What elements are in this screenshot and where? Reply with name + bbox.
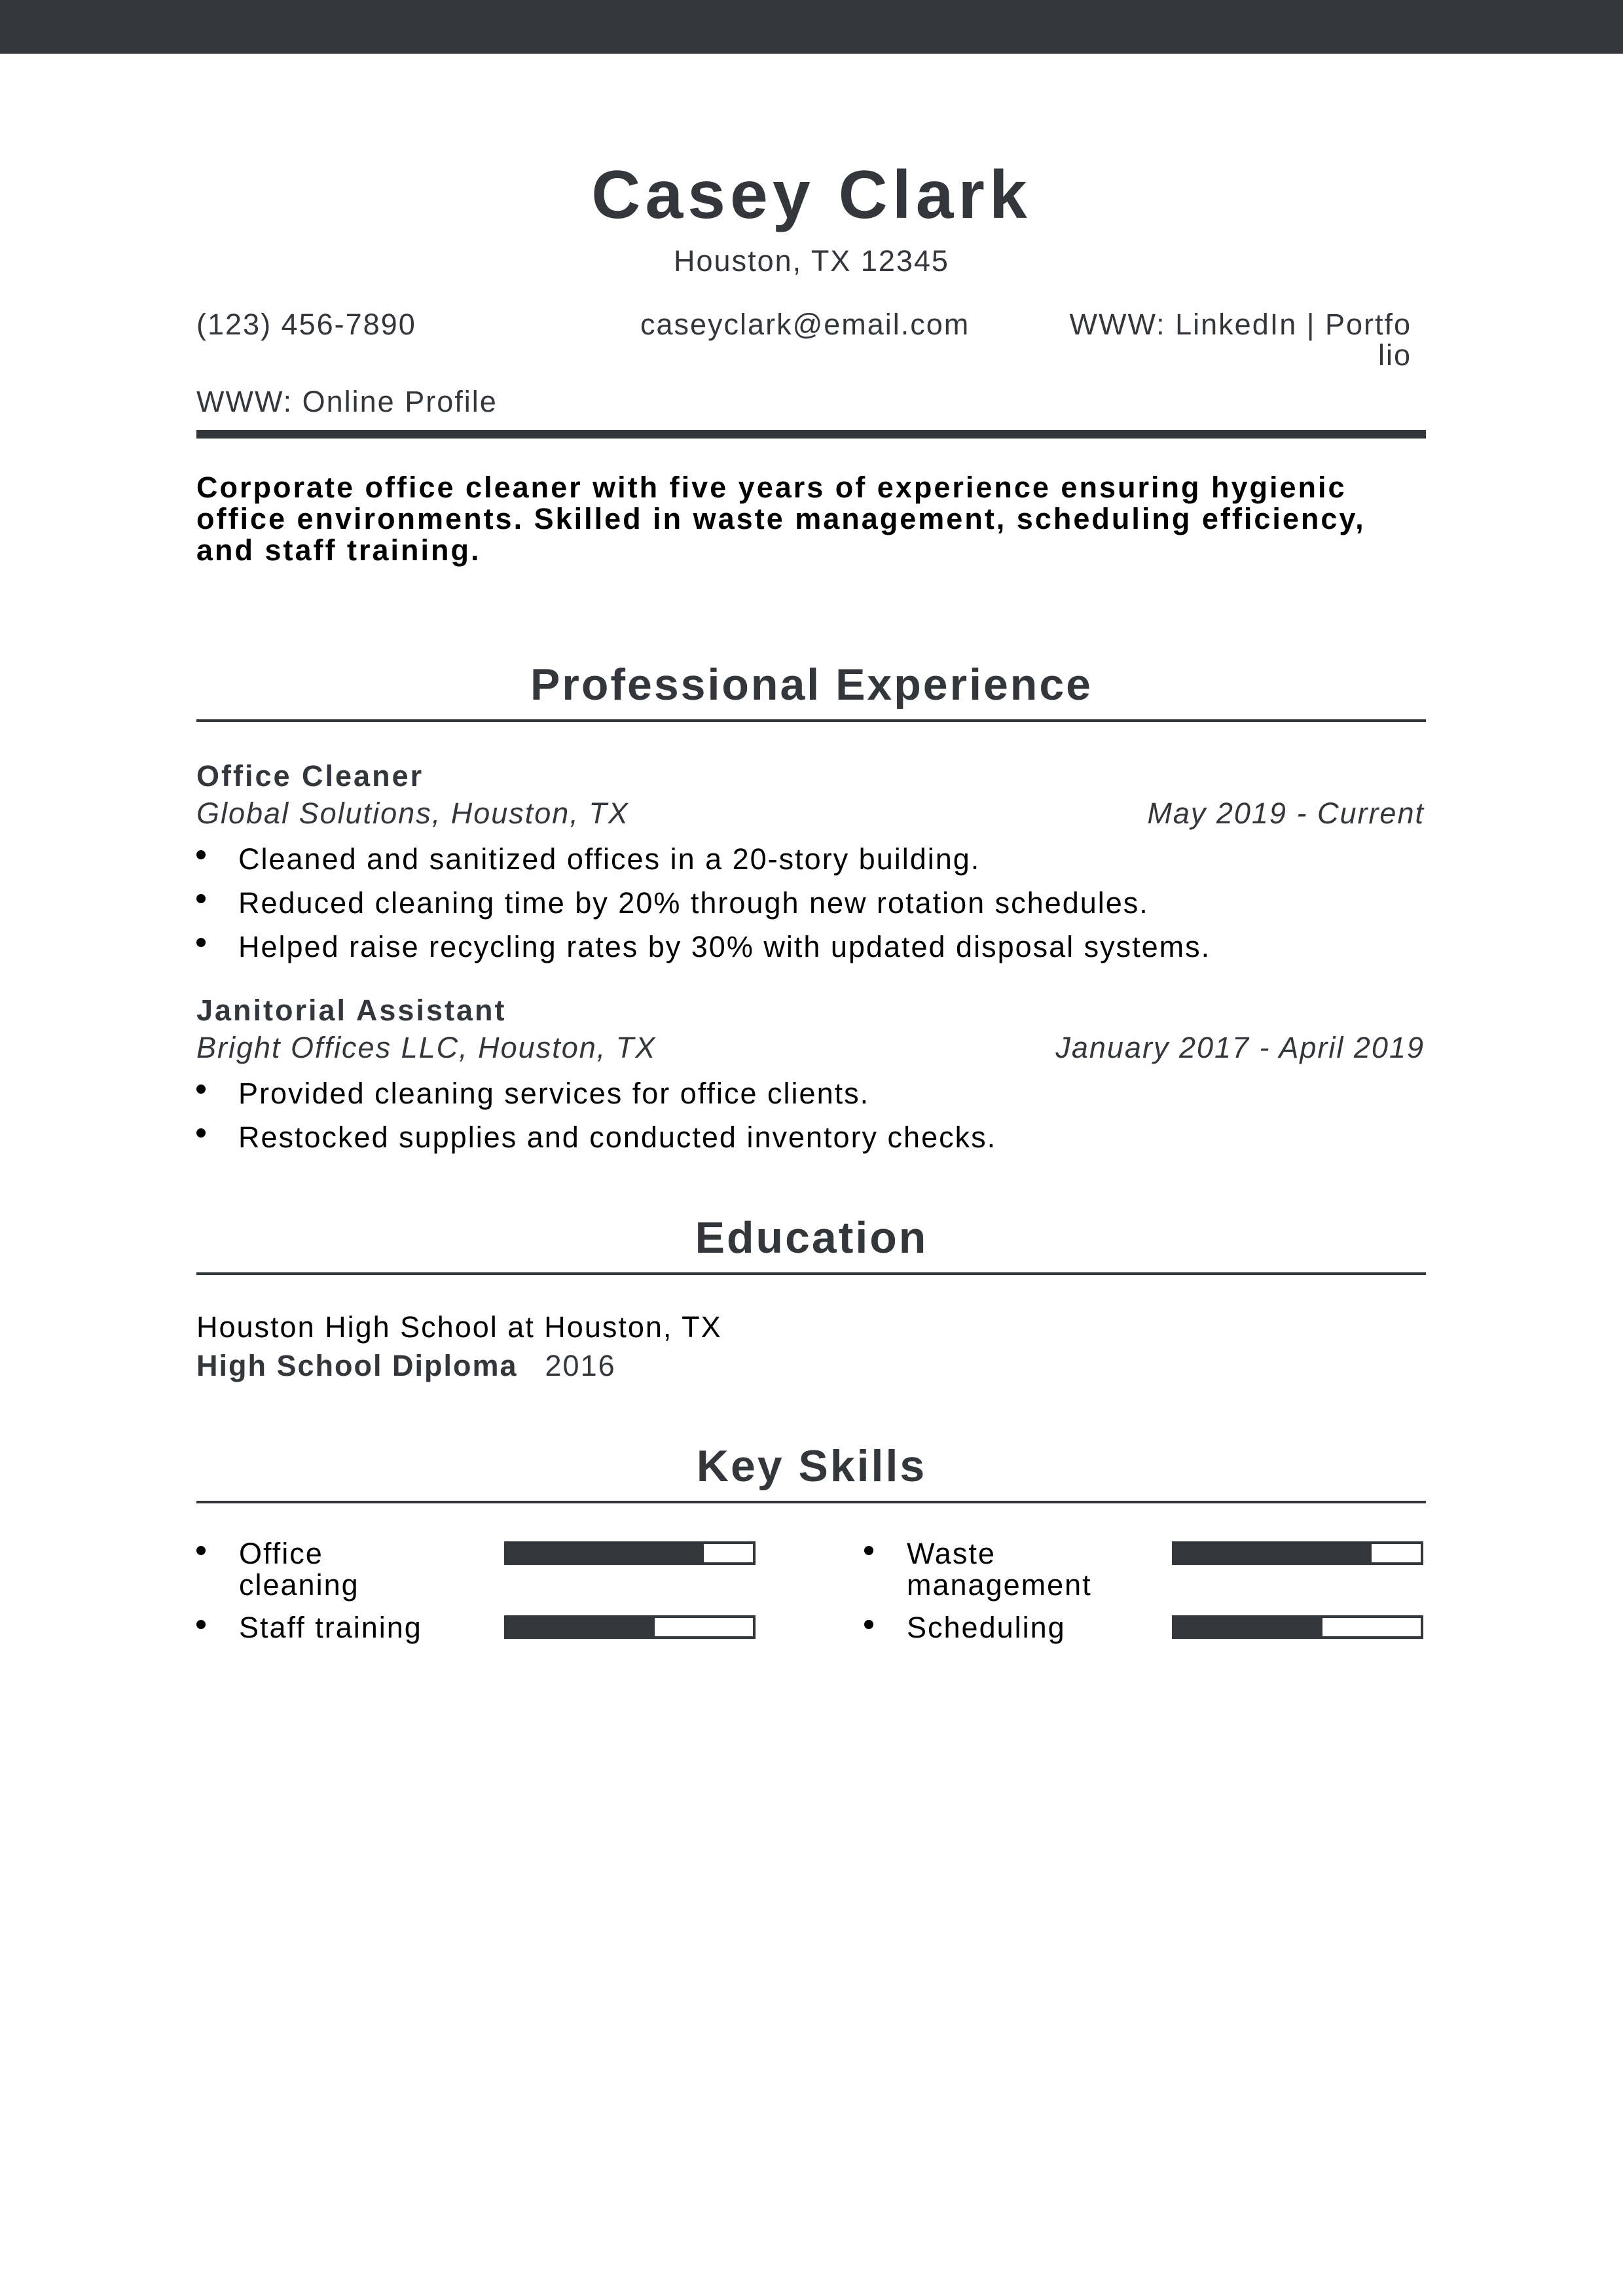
links[interactable] <box>1021 309 1412 371</box>
bullet-dot <box>864 1546 873 1555</box>
bullet-dot <box>196 894 206 903</box>
address: Houston, TX 12345 <box>674 244 949 278</box>
bullet-dot <box>196 1085 206 1094</box>
graduation-year: 2016 <box>545 1349 616 1382</box>
skills-divider <box>196 1501 1426 1503</box>
bullet-dot <box>196 1128 206 1138</box>
skill-level-bar <box>504 1541 756 1565</box>
skills-heading: Key Skills <box>696 1441 927 1491</box>
online-profile-link[interactable]: WWW: Online Profile <box>196 385 498 418</box>
skill-level-fill <box>507 1544 704 1562</box>
summary: Corporate office cleaner with five years of experience ensuring hygienic office environments. Skilled in waste management, scheduling efficiency, and staff training. <box>196 471 1366 567</box>
education-divider <box>196 1272 1426 1275</box>
skill-name: Staff training <box>239 1611 422 1644</box>
bullet-dot <box>196 1546 206 1555</box>
job-company: Global Solutions, Houston, TX <box>196 797 629 830</box>
job-company: Bright Offices LLC, Houston, TX <box>196 1031 657 1064</box>
skill-name: Office cleaning <box>239 1537 359 1602</box>
skill-level-fill <box>1175 1618 1322 1636</box>
job-bullet: Provided cleaning services for office clients. <box>196 1079 869 1108</box>
candidate-name: Casey Clark <box>591 157 1032 233</box>
top-banner <box>0 0 1623 54</box>
skill-name: Scheduling <box>907 1611 1066 1644</box>
job-bullet: Helped raise recycling rates by 30% with updated disposal systems. <box>196 932 1211 961</box>
experience-divider <box>196 719 1426 722</box>
skill-level-bar <box>1172 1615 1423 1639</box>
job-title: Office Cleaner <box>196 759 424 793</box>
experience-heading: Professional Experience <box>530 660 1093 709</box>
skill-level-bar <box>1172 1541 1423 1565</box>
skill-level-fill <box>507 1618 655 1636</box>
school: Houston High School at Houston, TX <box>196 1310 722 1344</box>
header-divider <box>196 430 1426 439</box>
email: caseyclark@email.com <box>640 308 970 341</box>
bullet-dot <box>864 1620 873 1629</box>
skill-name: Waste management <box>907 1537 1092 1602</box>
bullet-dot <box>196 850 206 859</box>
bullet-dot <box>196 1620 206 1629</box>
job-dates: January 2017 - April 2019 <box>1055 1031 1425 1064</box>
job-bullet: Reduced cleaning time by 20% through new rotation schedules. <box>196 888 1149 918</box>
job-bullet: Restocked supplies and conducted inventory checks. <box>196 1122 996 1152</box>
education-heading: Education <box>695 1213 928 1263</box>
degree: High School Diploma <box>196 1349 518 1382</box>
job-dates: May 2019 - Current <box>1147 797 1425 830</box>
skill-level-bar <box>504 1615 756 1639</box>
links-line-1[interactable]: WWW: LinkedIn | Portfo <box>1069 308 1412 341</box>
phone: (123) 456-7890 <box>196 308 416 341</box>
skill-level-fill <box>1175 1544 1372 1562</box>
degree-line <box>196 1351 616 1380</box>
links-line-2[interactable]: lio <box>1377 338 1412 372</box>
job-title: Janitorial Assistant <box>196 994 507 1027</box>
bullet-dot <box>196 938 206 947</box>
job-bullet: Cleaned and sanitized offices in a 20-story building. <box>196 844 980 874</box>
